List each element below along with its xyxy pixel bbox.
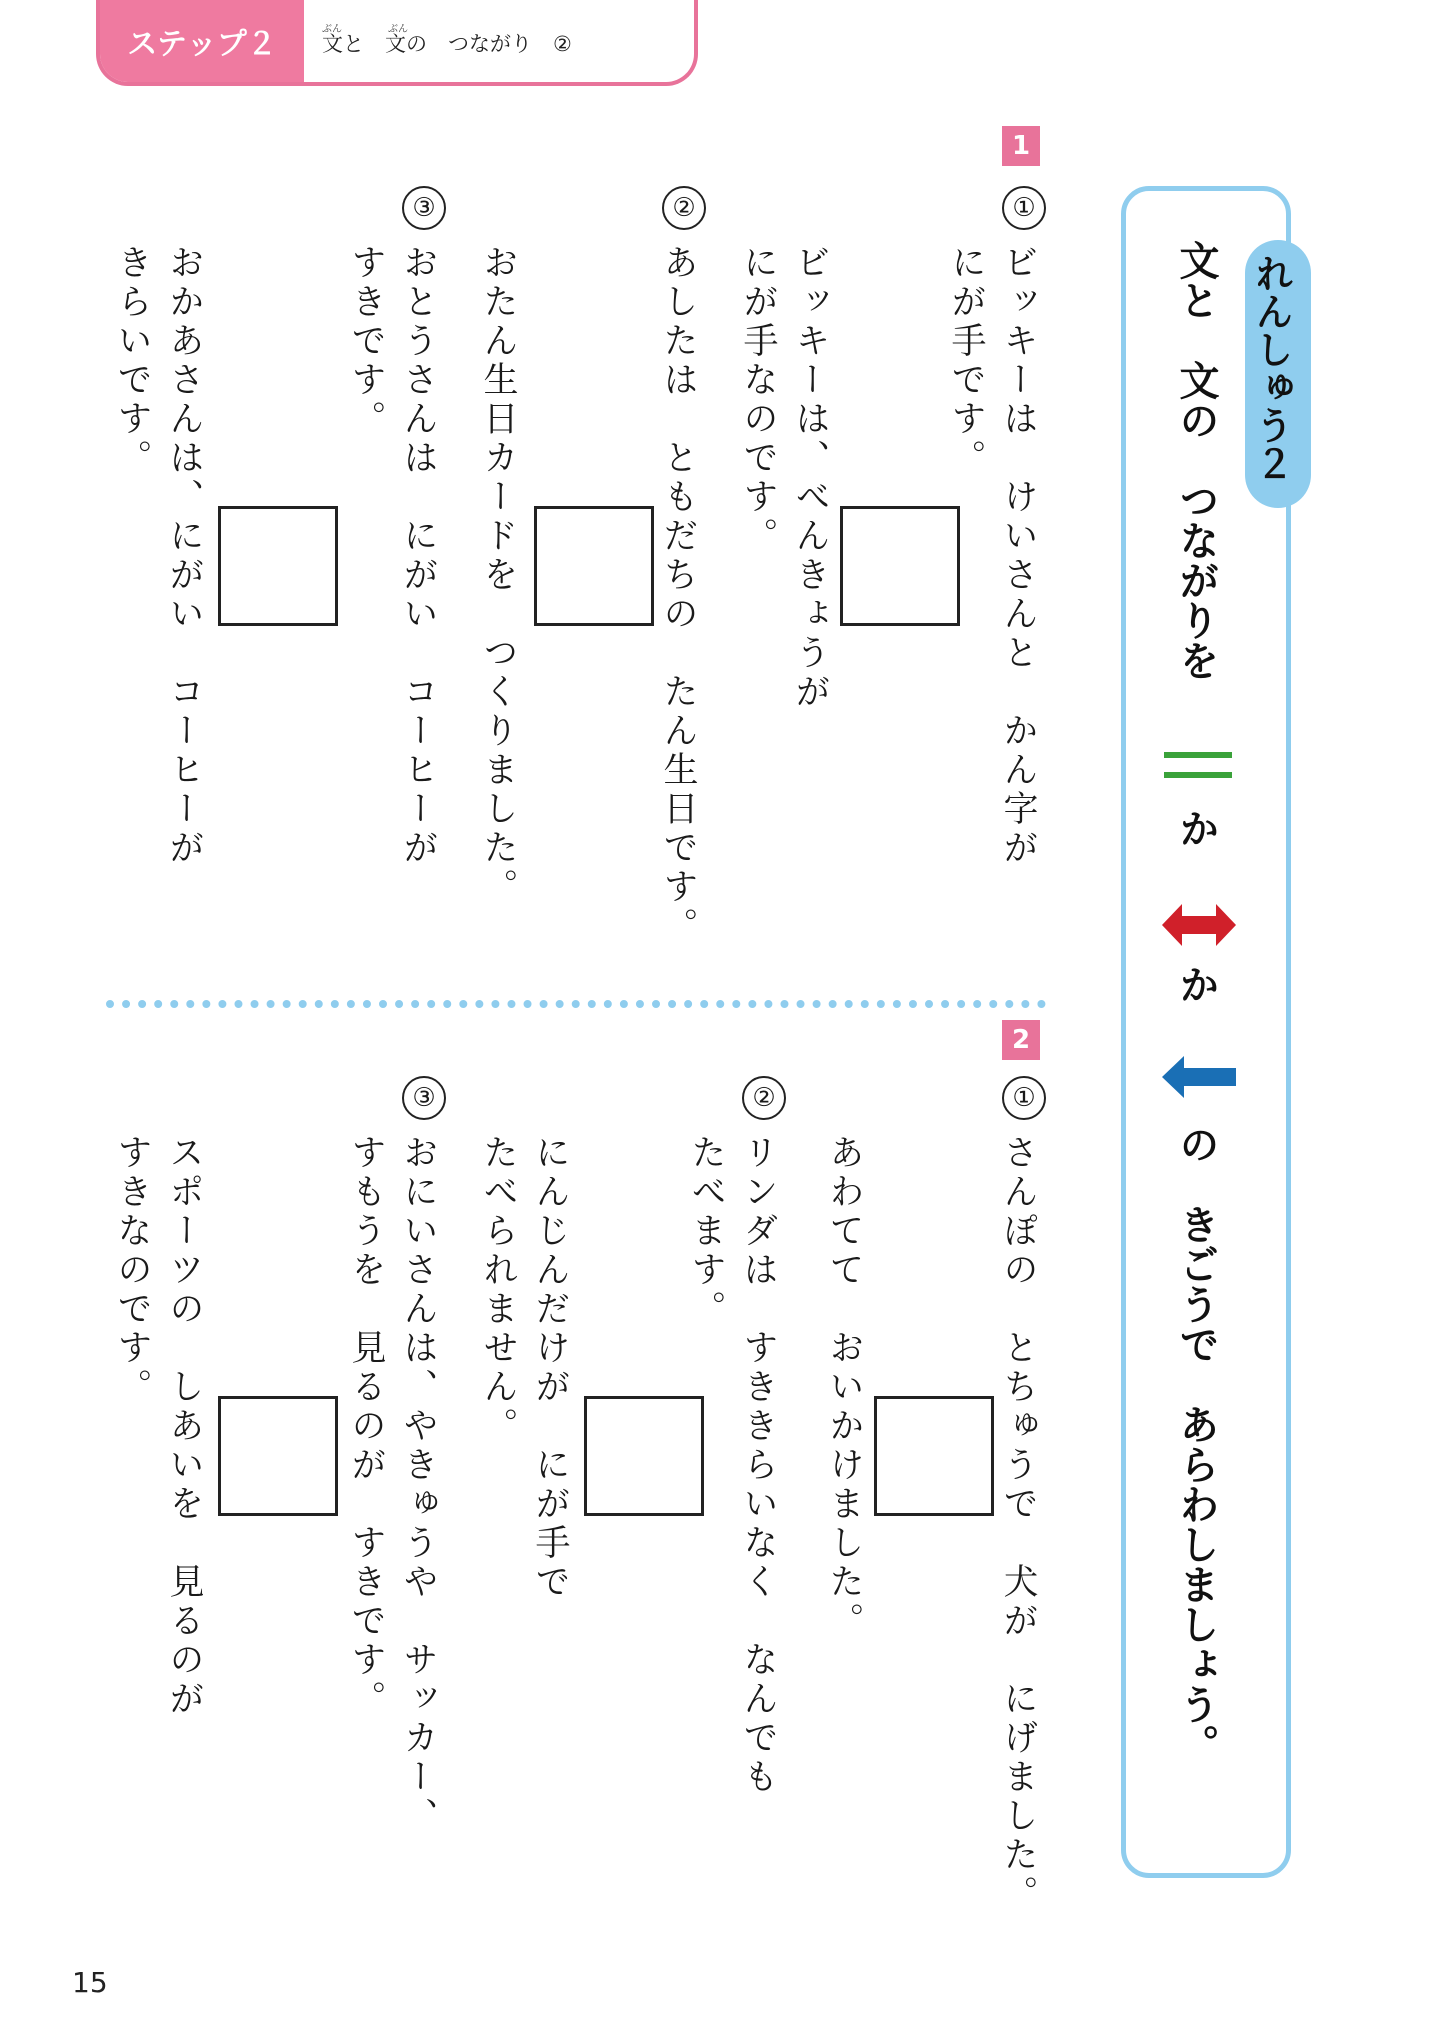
question-text: あわてて おいかけました。 (824, 1134, 864, 1641)
instruction-or-2: か (1173, 964, 1219, 1004)
question-text: すきです。 (346, 244, 386, 439)
question-text: リンダは すききらいなく なんでも (738, 1134, 778, 1797)
question-text: たべます。 (686, 1134, 726, 1329)
question-number: ② (662, 186, 706, 230)
instruction-text-1: 文と 文の つながりを (1173, 240, 1219, 680)
instruction-text-2: の きごうで あらわしましょう。 (1173, 1124, 1219, 1764)
header-subtitle: 文と 文の つながり ② (322, 32, 572, 56)
question-text: さんぽの とちゅうで 犬が にげました。 (998, 1134, 1038, 1914)
header-tab (96, 0, 698, 86)
question-text: たべられません。 (478, 1134, 518, 1446)
section-number: 1 (1002, 126, 1040, 166)
answer-box[interactable] (534, 506, 654, 626)
question-number: ① (1002, 1076, 1046, 1120)
question-text: にが手です。 (946, 244, 986, 478)
furigana: ぶん (388, 24, 408, 35)
question-text: おとうさんは にがい コーヒーが (398, 244, 438, 868)
question-text: すもうを 見るのが すきです。 (346, 1134, 386, 1719)
question-text: スポーツの しあいを 見るのが (164, 1134, 204, 1719)
question-number: ③ (402, 1076, 446, 1120)
question-text: あしたは ともだちの たん生日です。 (658, 244, 698, 946)
question-number: ① (1002, 186, 1046, 230)
instruction-or-1: か (1173, 808, 1219, 848)
answer-box[interactable] (584, 1396, 704, 1516)
question-text: おたん生日カードを つくりました。 (478, 244, 518, 907)
furigana: ぶん (322, 24, 342, 35)
answer-box[interactable] (218, 506, 338, 626)
question-text: きらいです。 (112, 244, 152, 478)
step-label: ステップ２ (100, 0, 304, 82)
question-text: にが手なのです。 (738, 244, 778, 556)
question-text: おにいさんは、やきゅうや サッカー、 (398, 1134, 438, 1836)
equal-sign-icon (1162, 748, 1234, 784)
question-text: おかあさんは、にがい コーヒーが (164, 244, 204, 868)
question-text: すきなのです。 (112, 1134, 152, 1407)
question-number: ② (742, 1076, 786, 1120)
answer-box[interactable] (840, 506, 960, 626)
question-number: ③ (402, 186, 446, 230)
left-arrow-icon (1160, 1054, 1238, 1100)
exercise-badge-label: れんしゅう２ (1249, 254, 1293, 482)
double-arrow-icon (1160, 902, 1238, 948)
question-text: にんじんだけが にが手で (530, 1134, 570, 1602)
section-number: 2 (1002, 1020, 1040, 1060)
answer-box[interactable] (874, 1396, 994, 1516)
question-text: ビッキーは けいさんと かん字が (998, 244, 1038, 868)
section-divider (106, 1000, 1046, 1008)
question-text: ビッキーは、べんきょうが (790, 244, 830, 712)
page-number: 15 (72, 1966, 108, 1999)
answer-box[interactable] (218, 1396, 338, 1516)
